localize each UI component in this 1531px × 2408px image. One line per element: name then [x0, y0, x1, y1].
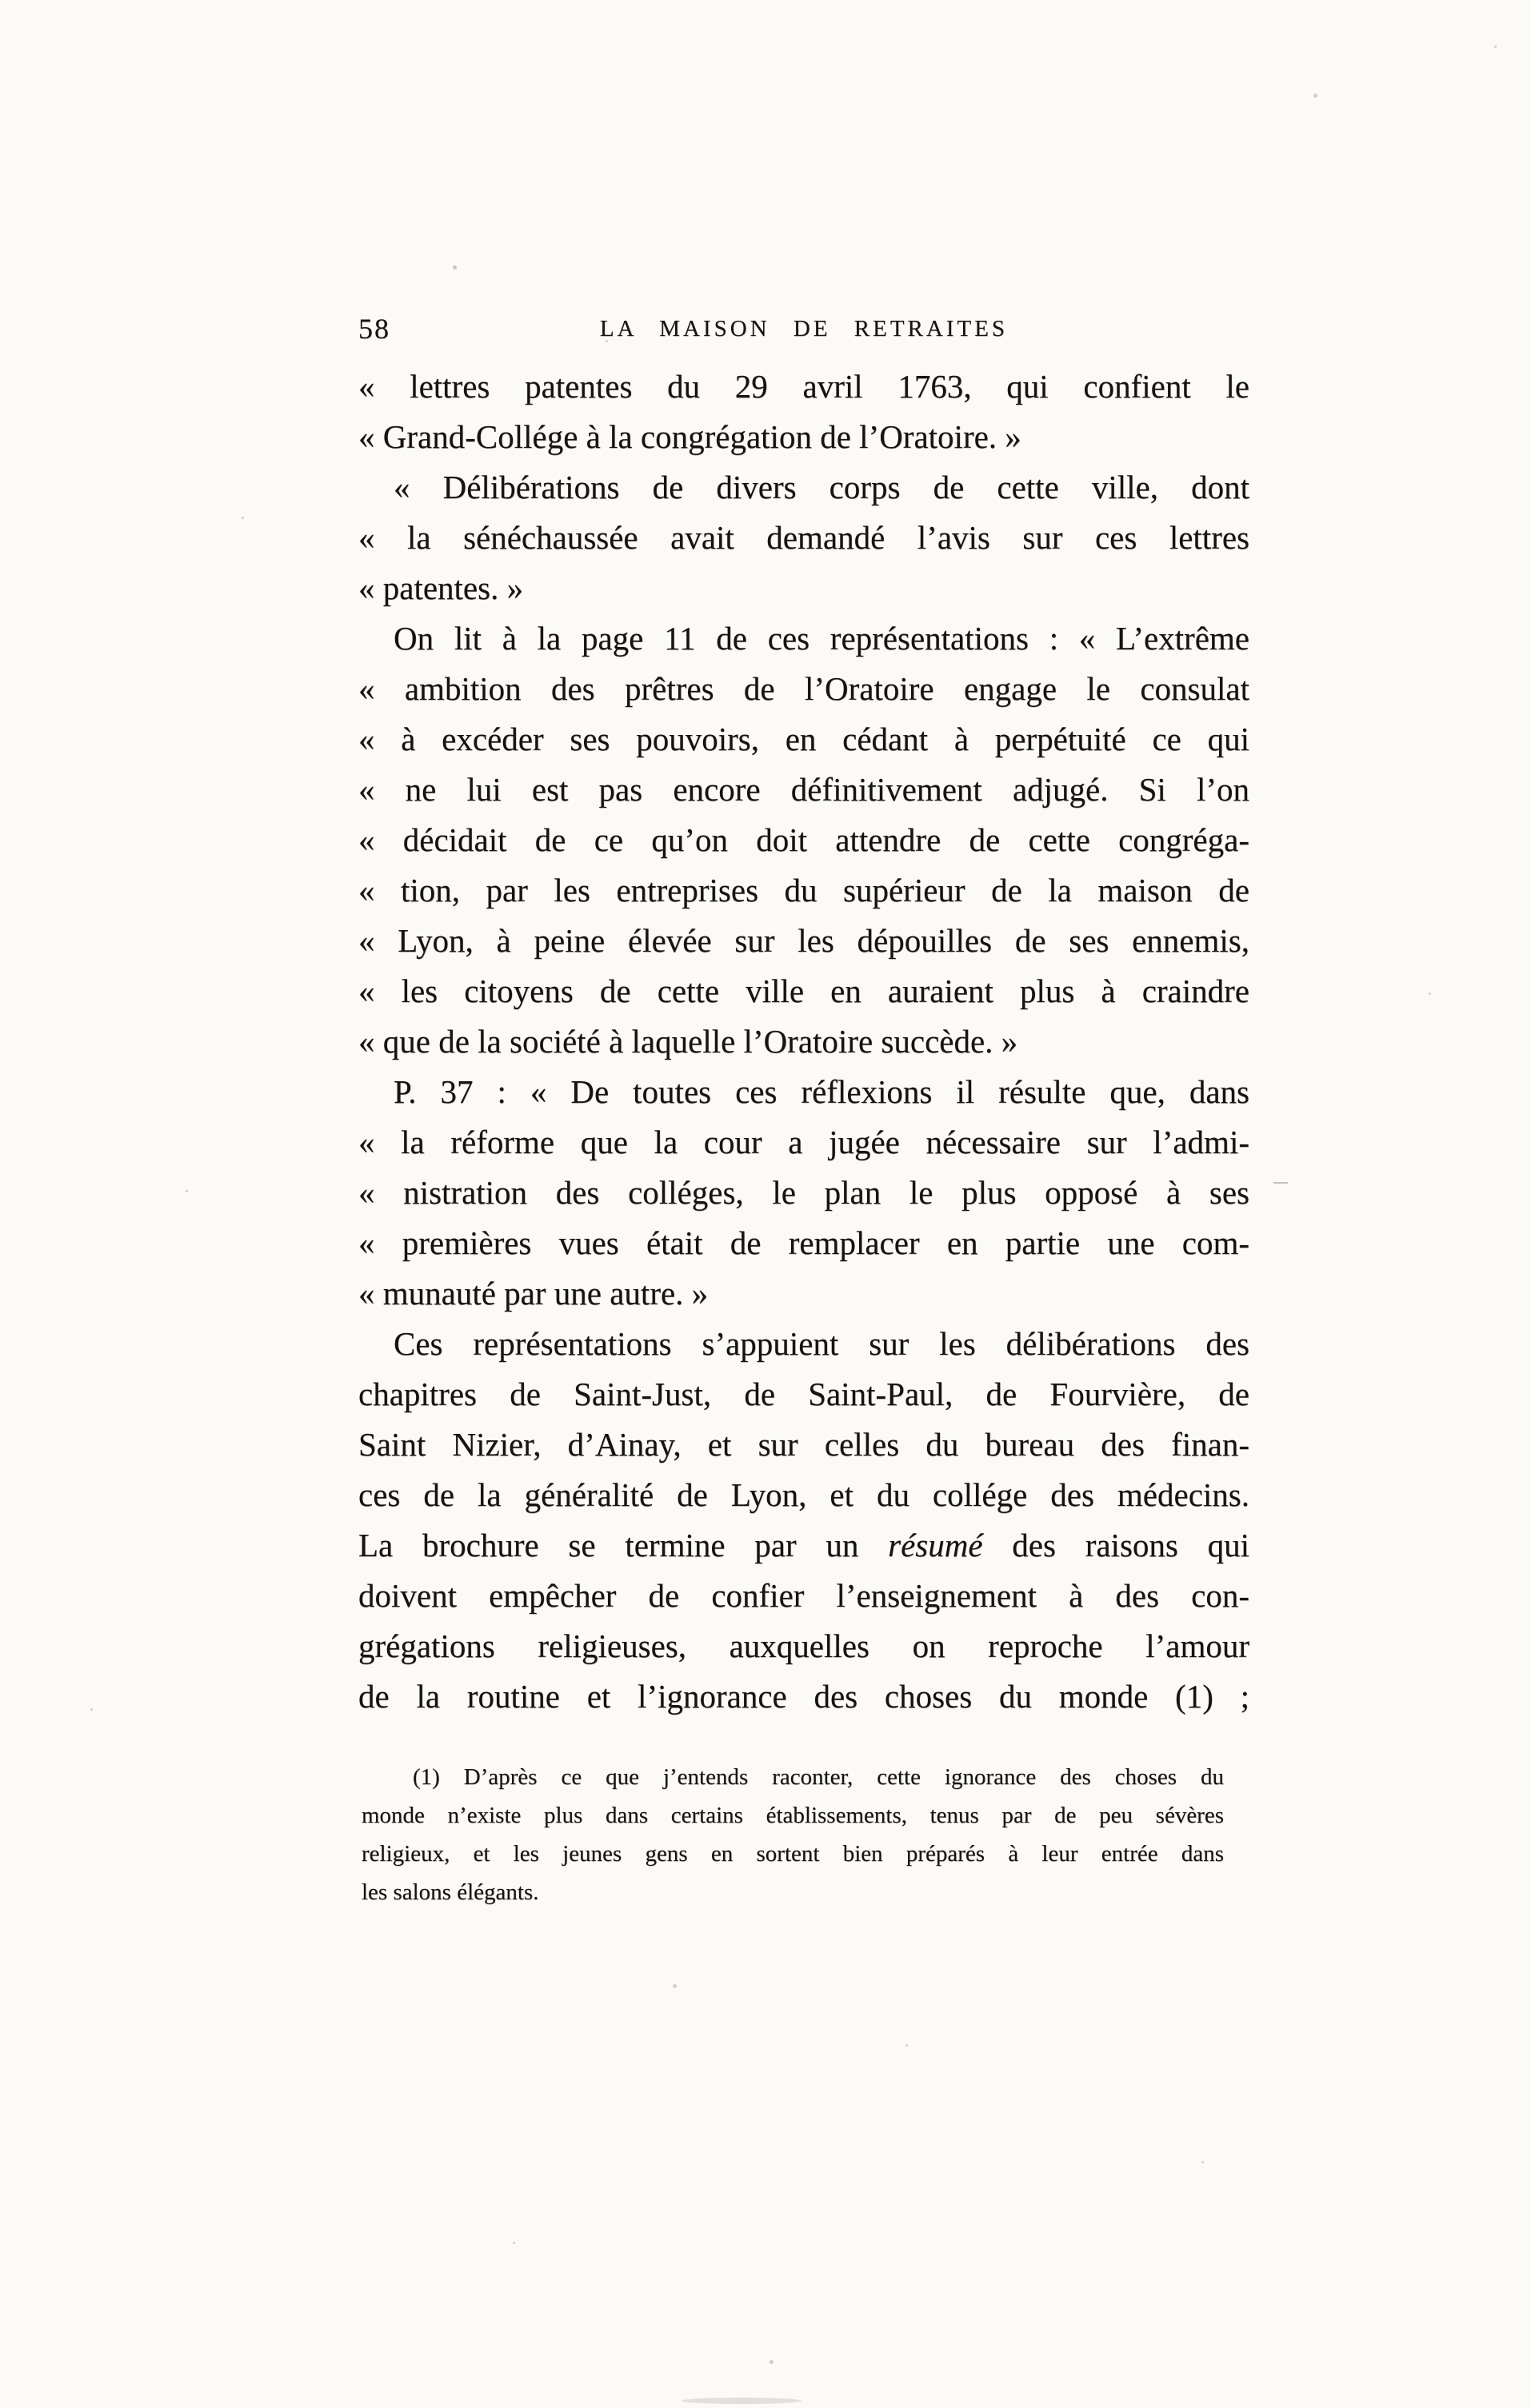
line-text: « lettres patentes du 29 avril 1763, qui confient le	[358, 368, 1249, 405]
text-line	[358, 1470, 1249, 1520]
text-line	[358, 916, 1249, 966]
line-text: « tion, par les entreprises du supérieur de la maison de	[358, 872, 1249, 908]
stray-ink-mark	[1273, 1182, 1288, 1184]
running-head	[358, 312, 1249, 349]
text-line	[358, 513, 1249, 563]
text-line	[358, 1420, 1249, 1470]
line-text: Saint Nizier, d’Ainay, et sur celles du bureau des finan-	[358, 1426, 1249, 1463]
text-line	[358, 765, 1249, 815]
line-text: ces de la généralité de Lyon, et du collége des médecins.	[358, 1476, 1249, 1513]
page-edge-smudge	[682, 2398, 801, 2404]
line-text: Ces représentations s’appuient sur les délibérations des	[394, 1325, 1249, 1362]
line-text: doivent empêcher de confier l’enseignement à des con-	[358, 1577, 1249, 1614]
text-line	[358, 664, 1249, 714]
text-line	[358, 714, 1249, 765]
text-line	[358, 966, 1249, 1016]
line-text: de la routine et l’ignorance des choses du monde (1) ;	[358, 1678, 1249, 1715]
line-text: « ne lui est pas encore définitivement adjugé. Si l’on	[358, 771, 1249, 808]
line-text: La brochure se termine par un	[358, 1527, 889, 1563]
footnote-line	[362, 1796, 1224, 1835]
line-text: religieux, et les jeunes gens en sortent bien préparés à leur entrée dans	[362, 1841, 1224, 1867]
line-text: « Délibérations de divers corps de cette ville, dont	[394, 469, 1249, 505]
line-text: chapitres de Saint-Just, de Saint-Paul, de Fourvière, de	[358, 1376, 1249, 1412]
line-emphasis: résumé	[888, 1527, 983, 1563]
text-line	[358, 865, 1249, 916]
line-text: « patentes. »	[358, 569, 524, 606]
footnote-line	[362, 1873, 1224, 1911]
text-line	[358, 1168, 1249, 1218]
line-text: grégations religieuses, auxquelles on reproche l’amour	[358, 1627, 1249, 1664]
line-text: « la réforme que la cour a jugée nécessaire sur l’admi-	[358, 1124, 1249, 1160]
text-line	[358, 1571, 1249, 1621]
page-number: 58	[358, 313, 390, 345]
text-line	[358, 462, 1249, 513]
text-line	[358, 361, 1249, 412]
text-line	[358, 1671, 1249, 1722]
line-text: les salons élégants.	[362, 1879, 539, 1905]
text-line	[358, 1117, 1249, 1168]
text-line	[358, 1268, 1249, 1319]
text-line	[358, 613, 1249, 664]
line-text: « premières vues était de remplacer en partie une com-	[358, 1224, 1249, 1261]
text-line	[358, 815, 1249, 865]
line-text: « Grand-Collége à la congrégation de l’Oratoire. »	[358, 418, 1021, 455]
paper-specks	[0, 0, 2, 2]
text-line	[358, 1319, 1249, 1369]
text-line	[358, 1520, 1249, 1571]
footnote-line	[362, 1835, 1224, 1873]
text-line	[358, 1369, 1249, 1420]
line-text: « ambition des prêtres de l’Oratoire engage le consulat	[358, 670, 1249, 707]
text-line	[358, 1016, 1249, 1067]
line-text: monde n’existe plus dans certains établissements, tenus par de peu sévères	[362, 1803, 1224, 1828]
line-text: (1) D’après ce que j’entends raconter, cette ignorance des choses du	[413, 1764, 1224, 1790]
footnote	[362, 1758, 1224, 1911]
line-text: « à excéder ses pouvoirs, en cédant à perpétuité ce qui	[358, 721, 1249, 757]
text-line	[358, 1067, 1249, 1117]
line-text: « décidait de ce qu’on doit attendre de cette congréga-	[358, 821, 1249, 858]
text-line	[358, 412, 1249, 462]
line-text: « la sénéchaussée avait demandé l’avis sur ces lettres	[358, 519, 1249, 556]
text-line	[358, 1621, 1249, 1671]
line-text-after: des raisons qui	[982, 1527, 1249, 1563]
text-line	[358, 563, 1249, 613]
body-text	[358, 361, 1249, 1722]
line-text: « nistration des colléges, le plan le plus opposé à ses	[358, 1174, 1249, 1211]
line-text: « Lyon, à peine élevée sur les dépouilles de ses ennemis,	[358, 922, 1249, 959]
line-text: « les citoyens de cette ville en auraient plus à craindre	[358, 972, 1249, 1009]
running-title: LA MAISON DE RETRAITES	[599, 316, 1009, 341]
line-text: « que de la société à laquelle l’Oratoire succède. »	[358, 1023, 1018, 1060]
line-text: On lit à la page 11 de ces représentations : « L’extrême	[394, 620, 1249, 657]
footnote-line	[362, 1758, 1224, 1796]
line-text: « munauté par une autre. »	[358, 1275, 709, 1312]
line-text: P. 37 : « De toutes ces réflexions il résulte que, dans	[394, 1073, 1249, 1110]
text-line	[358, 1218, 1249, 1268]
